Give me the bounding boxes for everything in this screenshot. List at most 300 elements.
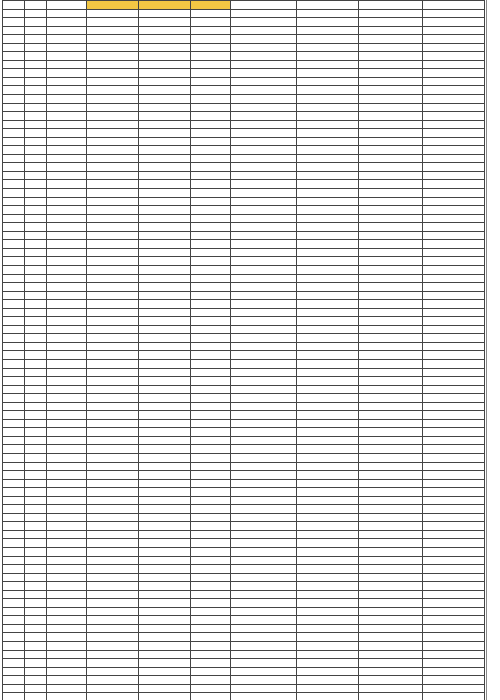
header-cell xyxy=(3,1,25,10)
table-cell xyxy=(297,223,359,232)
table-row xyxy=(3,607,485,616)
table-cell xyxy=(231,530,297,539)
table-cell xyxy=(87,394,139,403)
table-cell xyxy=(47,137,87,146)
table-cell xyxy=(47,86,87,95)
table-cell xyxy=(47,471,87,480)
table-cell xyxy=(297,539,359,548)
table-cell xyxy=(297,548,359,557)
table-cell xyxy=(3,650,25,659)
table-cell xyxy=(87,325,139,334)
table-cell xyxy=(25,496,47,505)
table-cell xyxy=(191,300,231,309)
table-cell xyxy=(139,573,191,582)
table-cell xyxy=(87,9,139,18)
table-cell xyxy=(231,52,297,61)
table-cell xyxy=(47,394,87,403)
table-cell xyxy=(25,522,47,531)
table-cell xyxy=(47,445,87,454)
table-cell xyxy=(87,377,139,386)
table-cell xyxy=(359,368,423,377)
table-cell xyxy=(423,9,485,18)
table-cell xyxy=(87,616,139,625)
table-row xyxy=(3,548,485,557)
table-cell xyxy=(47,231,87,240)
table-row xyxy=(3,530,485,539)
table-cell xyxy=(231,693,297,700)
table-cell xyxy=(297,43,359,52)
table-cell xyxy=(47,496,87,505)
table-cell xyxy=(231,248,297,257)
table-cell xyxy=(191,223,231,232)
table-cell xyxy=(47,385,87,394)
table-cell xyxy=(25,240,47,249)
table-cell xyxy=(231,300,297,309)
table-cell xyxy=(231,471,297,480)
table-cell xyxy=(231,488,297,497)
table-cell xyxy=(139,231,191,240)
table-cell xyxy=(359,351,423,360)
table-cell xyxy=(191,496,231,505)
table-cell xyxy=(87,206,139,215)
table-row xyxy=(3,642,485,651)
table-cell xyxy=(3,86,25,95)
table-cell xyxy=(3,479,25,488)
table-cell xyxy=(231,359,297,368)
table-cell xyxy=(297,462,359,471)
table-cell xyxy=(87,342,139,351)
table-cell xyxy=(297,650,359,659)
table-cell xyxy=(25,248,47,257)
table-cell xyxy=(25,163,47,172)
table-cell xyxy=(231,86,297,95)
table-cell xyxy=(359,650,423,659)
table-cell xyxy=(231,462,297,471)
table-cell xyxy=(3,120,25,129)
table-cell xyxy=(423,539,485,548)
table-cell xyxy=(231,146,297,155)
table-row xyxy=(3,385,485,394)
table-cell xyxy=(139,351,191,360)
table-cell xyxy=(297,616,359,625)
table-cell xyxy=(139,428,191,437)
table-cell xyxy=(87,112,139,121)
table-cell xyxy=(25,86,47,95)
table-cell xyxy=(87,522,139,531)
table-cell xyxy=(25,479,47,488)
table-cell xyxy=(3,69,25,78)
table-row xyxy=(3,146,485,155)
table-cell xyxy=(87,436,139,445)
table-cell xyxy=(87,368,139,377)
table-cell xyxy=(139,137,191,146)
table-cell xyxy=(47,659,87,668)
table-row xyxy=(3,325,485,334)
table-cell xyxy=(191,650,231,659)
table-cell xyxy=(297,69,359,78)
table-row xyxy=(3,223,485,232)
table-cell xyxy=(47,69,87,78)
table-cell xyxy=(47,693,87,700)
table-cell xyxy=(3,462,25,471)
table-cell xyxy=(139,300,191,309)
table-cell xyxy=(47,95,87,104)
table-cell xyxy=(3,522,25,531)
table-cell xyxy=(87,283,139,292)
table-cell xyxy=(87,402,139,411)
table-cell xyxy=(47,206,87,215)
table-cell xyxy=(87,248,139,257)
table-cell xyxy=(3,137,25,146)
table-cell xyxy=(139,248,191,257)
table-cell xyxy=(423,462,485,471)
table-cell xyxy=(359,274,423,283)
table-cell xyxy=(47,180,87,189)
table-cell xyxy=(191,616,231,625)
table-cell xyxy=(87,129,139,138)
table-cell xyxy=(423,257,485,266)
table-cell xyxy=(47,342,87,351)
table-cell xyxy=(87,274,139,283)
table-cell xyxy=(297,86,359,95)
table-cell xyxy=(139,411,191,420)
table-cell xyxy=(231,650,297,659)
table-cell xyxy=(139,43,191,52)
table-cell xyxy=(359,26,423,35)
table-row xyxy=(3,43,485,52)
table-cell xyxy=(139,146,191,155)
table-cell xyxy=(47,667,87,676)
table-cell xyxy=(423,599,485,608)
table-row xyxy=(3,667,485,676)
table-cell xyxy=(87,462,139,471)
table-cell xyxy=(423,77,485,86)
table-cell xyxy=(47,642,87,651)
table-cell xyxy=(359,248,423,257)
table-cell xyxy=(25,308,47,317)
table-cell xyxy=(25,60,47,69)
table-cell xyxy=(231,77,297,86)
table-cell xyxy=(87,385,139,394)
table-cell xyxy=(297,35,359,44)
table-cell xyxy=(231,69,297,78)
table-cell xyxy=(25,573,47,582)
table-cell xyxy=(359,231,423,240)
table-cell xyxy=(297,129,359,138)
table-cell xyxy=(423,385,485,394)
table-row xyxy=(3,137,485,146)
table-cell xyxy=(191,120,231,129)
table-cell xyxy=(87,428,139,437)
table-cell xyxy=(139,419,191,428)
table-cell xyxy=(3,43,25,52)
table-row xyxy=(3,573,485,582)
table-cell xyxy=(25,667,47,676)
table-row xyxy=(3,556,485,565)
table-cell xyxy=(87,154,139,163)
table-cell xyxy=(47,248,87,257)
table-row xyxy=(3,445,485,454)
table-cell xyxy=(3,385,25,394)
table-cell xyxy=(87,642,139,651)
table-cell xyxy=(87,231,139,240)
table-cell xyxy=(359,453,423,462)
table-cell xyxy=(25,693,47,700)
table-cell xyxy=(423,283,485,292)
table-cell xyxy=(359,325,423,334)
table-cell xyxy=(25,565,47,574)
table-cell xyxy=(423,317,485,326)
table-cell xyxy=(191,394,231,403)
table-cell xyxy=(87,291,139,300)
table-cell xyxy=(87,505,139,514)
header-cell xyxy=(231,1,297,10)
table-cell xyxy=(359,428,423,437)
table-cell xyxy=(139,342,191,351)
table-cell xyxy=(231,43,297,52)
table-cell xyxy=(423,556,485,565)
table-cell xyxy=(191,351,231,360)
table-cell xyxy=(423,402,485,411)
table-cell xyxy=(191,436,231,445)
table-cell xyxy=(359,283,423,292)
table-cell xyxy=(423,436,485,445)
table-cell xyxy=(139,453,191,462)
table-cell xyxy=(191,419,231,428)
table-cell xyxy=(231,377,297,386)
table-cell xyxy=(87,35,139,44)
table-cell xyxy=(231,368,297,377)
table-cell xyxy=(139,274,191,283)
table-cell xyxy=(25,556,47,565)
table-cell xyxy=(423,52,485,61)
table-cell xyxy=(139,9,191,18)
table-cell xyxy=(231,582,297,591)
table-cell xyxy=(25,274,47,283)
table-cell xyxy=(87,26,139,35)
table-cell xyxy=(3,325,25,334)
table-cell xyxy=(297,265,359,274)
table-cell xyxy=(47,129,87,138)
table-cell xyxy=(3,590,25,599)
table-cell xyxy=(231,548,297,557)
table-cell xyxy=(3,163,25,172)
table-cell xyxy=(3,197,25,206)
table-cell xyxy=(139,436,191,445)
table-cell xyxy=(25,334,47,343)
table-cell xyxy=(47,377,87,386)
table-row xyxy=(3,77,485,86)
table-row xyxy=(3,505,485,514)
table-cell xyxy=(423,419,485,428)
table-cell xyxy=(47,274,87,283)
table-cell xyxy=(423,693,485,700)
table-cell xyxy=(3,291,25,300)
table-cell xyxy=(87,539,139,548)
table-cell xyxy=(87,590,139,599)
table-row xyxy=(3,693,485,700)
table-body xyxy=(3,9,485,700)
table-cell xyxy=(231,573,297,582)
table-cell xyxy=(25,377,47,386)
table-cell xyxy=(423,633,485,642)
table-cell xyxy=(423,684,485,693)
table-cell xyxy=(359,573,423,582)
table-cell xyxy=(359,43,423,52)
table-cell xyxy=(359,52,423,61)
table-cell xyxy=(359,684,423,693)
table-row xyxy=(3,590,485,599)
table-cell xyxy=(47,650,87,659)
table-cell xyxy=(47,582,87,591)
table-cell xyxy=(3,206,25,215)
table-row xyxy=(3,402,485,411)
table-cell xyxy=(47,257,87,266)
table-cell xyxy=(359,137,423,146)
table-cell xyxy=(3,95,25,104)
table-cell xyxy=(231,496,297,505)
table-cell xyxy=(25,265,47,274)
table-cell xyxy=(297,231,359,240)
table-cell xyxy=(359,607,423,616)
table-cell xyxy=(231,419,297,428)
table-cell xyxy=(87,60,139,69)
table-row xyxy=(3,479,485,488)
table-cell xyxy=(231,325,297,334)
table-cell xyxy=(87,300,139,309)
table-row xyxy=(3,334,485,343)
table-cell xyxy=(231,189,297,198)
table-cell xyxy=(231,291,297,300)
table-row xyxy=(3,197,485,206)
table-cell xyxy=(87,351,139,360)
table-cell xyxy=(139,112,191,121)
table-cell xyxy=(423,120,485,129)
table-cell xyxy=(25,137,47,146)
table-cell xyxy=(25,180,47,189)
table-cell xyxy=(423,86,485,95)
table-cell xyxy=(47,325,87,334)
table-cell xyxy=(297,377,359,386)
table-cell xyxy=(87,633,139,642)
table-cell xyxy=(25,9,47,18)
table-cell xyxy=(359,214,423,223)
table-cell xyxy=(423,522,485,531)
table-cell xyxy=(25,197,47,206)
table-cell xyxy=(139,77,191,86)
table-cell xyxy=(3,359,25,368)
table-cell xyxy=(87,419,139,428)
table-cell xyxy=(139,189,191,198)
table-cell xyxy=(423,368,485,377)
table-cell xyxy=(25,436,47,445)
table-cell xyxy=(47,163,87,172)
table-cell xyxy=(87,676,139,685)
table-cell xyxy=(87,197,139,206)
table-cell xyxy=(231,684,297,693)
table-cell xyxy=(47,462,87,471)
table-cell xyxy=(423,530,485,539)
table-cell xyxy=(423,60,485,69)
table-cell xyxy=(231,265,297,274)
table-cell xyxy=(359,206,423,215)
table-cell xyxy=(47,488,87,497)
table-cell xyxy=(191,693,231,700)
table-cell xyxy=(47,265,87,274)
table-cell xyxy=(359,317,423,326)
table-row xyxy=(3,189,485,198)
table-cell xyxy=(359,659,423,668)
table-cell xyxy=(3,18,25,27)
table-cell xyxy=(297,274,359,283)
table-row xyxy=(3,248,485,257)
table-cell xyxy=(297,180,359,189)
table-row xyxy=(3,291,485,300)
table-cell xyxy=(25,488,47,497)
table-cell xyxy=(47,684,87,693)
table-cell xyxy=(191,377,231,386)
table-cell xyxy=(25,385,47,394)
table-row xyxy=(3,265,485,274)
table-cell xyxy=(139,368,191,377)
table-cell xyxy=(359,548,423,557)
table-row xyxy=(3,129,485,138)
table-cell xyxy=(87,223,139,232)
table-cell xyxy=(423,359,485,368)
table-row xyxy=(3,240,485,249)
table-cell xyxy=(139,129,191,138)
table-cell xyxy=(87,43,139,52)
table-cell xyxy=(297,342,359,351)
table-cell xyxy=(3,112,25,121)
table-cell xyxy=(3,26,25,35)
table-cell xyxy=(3,189,25,198)
table-cell xyxy=(3,308,25,317)
table-cell xyxy=(297,582,359,591)
table-cell xyxy=(423,146,485,155)
table-cell xyxy=(359,488,423,497)
table-cell xyxy=(297,120,359,129)
table-cell xyxy=(191,411,231,420)
table-cell xyxy=(231,479,297,488)
table-cell xyxy=(359,163,423,172)
table-cell xyxy=(359,394,423,403)
table-row xyxy=(3,462,485,471)
table-cell xyxy=(3,599,25,608)
table-cell xyxy=(87,548,139,557)
table-cell xyxy=(359,590,423,599)
table-cell xyxy=(297,240,359,249)
table-cell xyxy=(25,453,47,462)
table-row xyxy=(3,342,485,351)
table-cell xyxy=(139,582,191,591)
table-cell xyxy=(87,265,139,274)
table-cell xyxy=(423,325,485,334)
table-cell xyxy=(359,616,423,625)
table-cell xyxy=(139,548,191,557)
table-cell xyxy=(139,650,191,659)
table-cell xyxy=(25,624,47,633)
table-cell xyxy=(297,659,359,668)
table-cell xyxy=(87,693,139,700)
table-cell xyxy=(47,573,87,582)
table-cell xyxy=(191,146,231,155)
table-cell xyxy=(297,667,359,676)
header-cell xyxy=(47,1,87,10)
table-row xyxy=(3,599,485,608)
table-cell xyxy=(139,479,191,488)
table-cell xyxy=(47,52,87,61)
